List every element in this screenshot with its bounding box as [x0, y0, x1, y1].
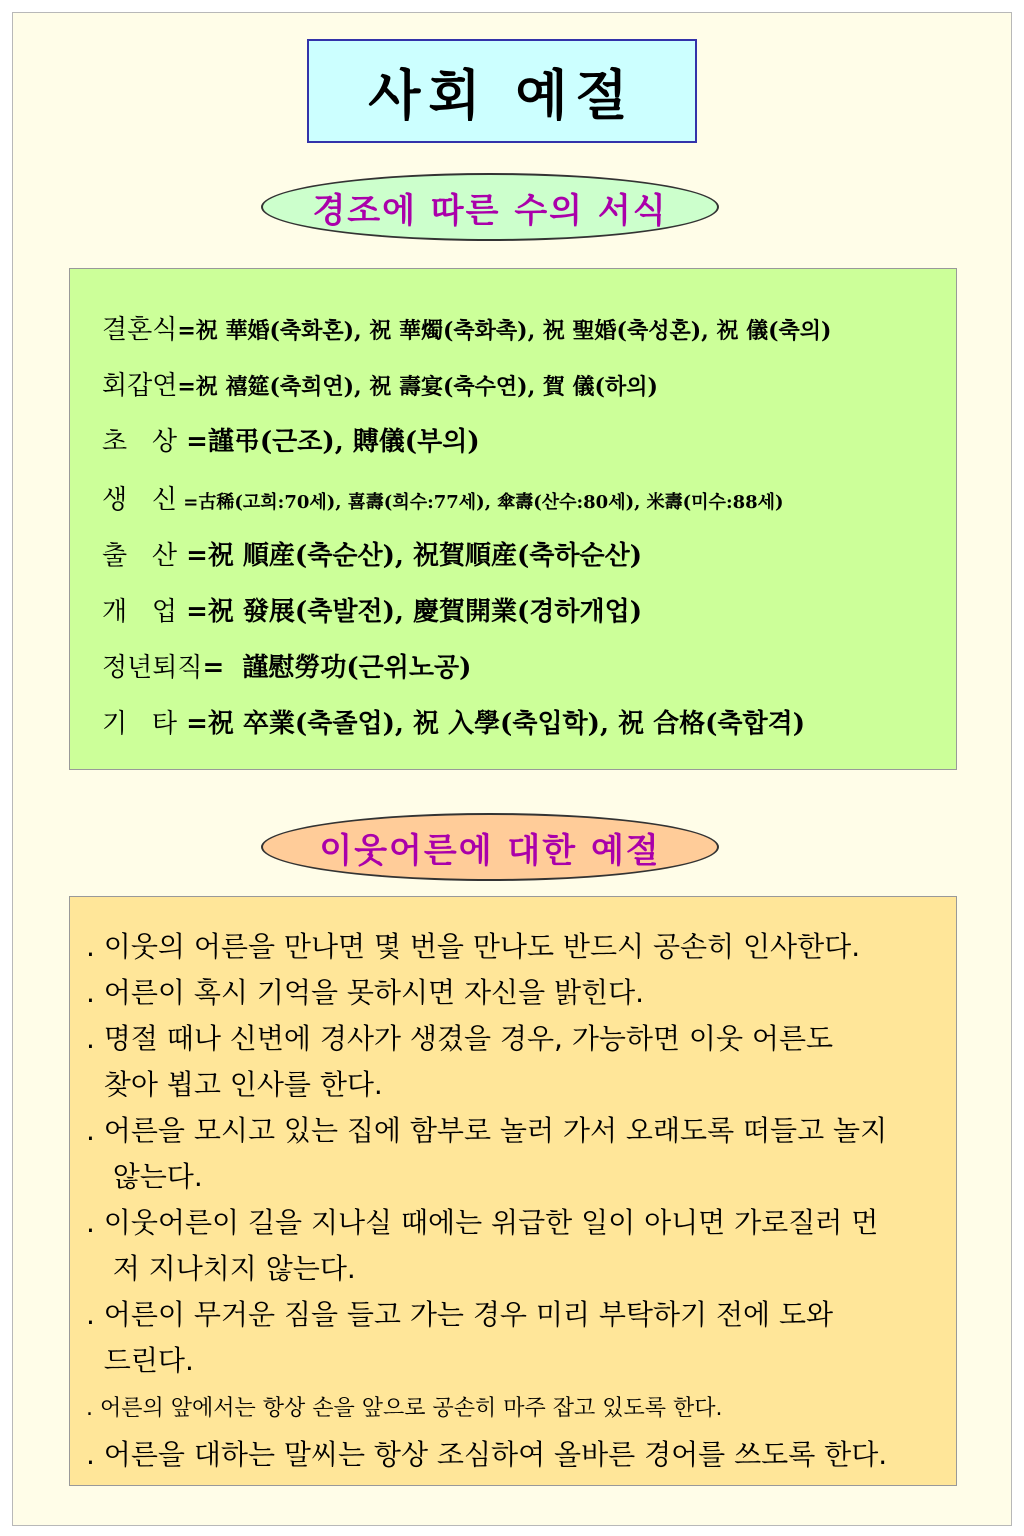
format-row-text: =祝 發展(축발전), 慶賀開業(경하개업) — [177, 597, 643, 627]
format-row — [102, 479, 784, 516]
etiquette-line: 드린다. — [86, 1344, 194, 1377]
etiquette-line: . 어른을 모시고 있는 집에 함부로 놀러 가서 오래도록 떠들고 놀지 — [86, 1114, 888, 1147]
etiquette-line: . 어른이 혹시 기억을 못하시면 자신을 밝힌다. — [86, 976, 645, 1009]
etiquette-line: . 이웃의 어른을 만나면 몇 번을 만나도 반드시 공손히 인사한다. — [86, 930, 861, 963]
section2-heading: 이웃어른에 대한 예절 — [261, 813, 719, 881]
format-row — [102, 309, 831, 346]
etiquette-line: . 이웃어른이 길을 지나실 때에는 위급한 일이 아니면 가로질러 먼 — [86, 1206, 879, 1239]
format-row-label: 생 신 — [102, 485, 178, 515]
format-row-text: =謹弔(근조), 賻儀(부의) — [177, 427, 480, 457]
format-row — [102, 703, 805, 740]
etiquette-line: . 어른을 대하는 말씨는 항상 조심하여 올바른 경어를 쓰도록 한다. — [86, 1438, 888, 1471]
format-row-text: =古稀(고희:70세), 喜壽(희수:77세), 傘壽(산수:80세), 米壽(미수:88세) — [177, 492, 784, 513]
format-row — [102, 421, 480, 458]
format-row-label: 정년퇴직 — [102, 653, 203, 683]
format-row — [102, 591, 642, 628]
etiquette-line: . 어른의 앞에서는 항상 손을 앞으로 공손히 마주 잡고 있도록 한다. — [86, 1396, 723, 1421]
format-row-text: =祝 順産(축순산), 祝賀順産(축하순산) — [177, 541, 643, 571]
format-row-label: 출 산 — [102, 541, 178, 571]
condolence-format-box — [69, 268, 957, 770]
page-title: 사회 예절 — [368, 62, 636, 127]
etiquette-line: . 명절 때나 신변에 경사가 생겼을 경우, 가능하면 이웃 어른도 — [86, 1022, 834, 1055]
page — [12, 12, 1012, 1526]
format-row-text: =祝 禧筵(축희연), 祝 壽宴(축수연), 賀 儀(하의) — [177, 374, 658, 400]
format-row-label: 개 업 — [102, 597, 178, 627]
etiquette-line: 찾아 뵙고 인사를 한다. — [86, 1068, 383, 1101]
format-row — [102, 647, 471, 684]
etiquette-line: 않는다. — [86, 1160, 203, 1193]
etiquette-line: . 어른이 무거운 짐을 들고 가는 경우 미리 부탁하기 전에 도와 — [86, 1298, 834, 1331]
format-row-label: 기 타 — [102, 709, 178, 739]
etiquette-line: 저 지나치지 않는다. — [86, 1252, 356, 1285]
format-row-label: 초 상 — [102, 427, 178, 457]
section1-heading: 경조에 따른 수의 서식 — [261, 173, 719, 241]
title-box — [307, 39, 697, 143]
format-row-text: = 謹慰勞功(근위노공) — [202, 653, 472, 683]
format-row-label: 회갑연 — [102, 371, 178, 401]
neighbor-etiquette-box — [69, 896, 957, 1486]
format-row-text: =祝 卒業(축졸업), 祝 入學(축입학), 祝 合格(축합격) — [177, 709, 806, 739]
format-row — [102, 365, 658, 402]
format-row-text: =祝 華婚(축화혼), 祝 華燭(축화촉), 祝 聖婚(축성혼), 祝 儀(축의) — [177, 318, 832, 344]
format-row-label: 결혼식 — [102, 315, 178, 345]
format-row — [102, 535, 642, 572]
